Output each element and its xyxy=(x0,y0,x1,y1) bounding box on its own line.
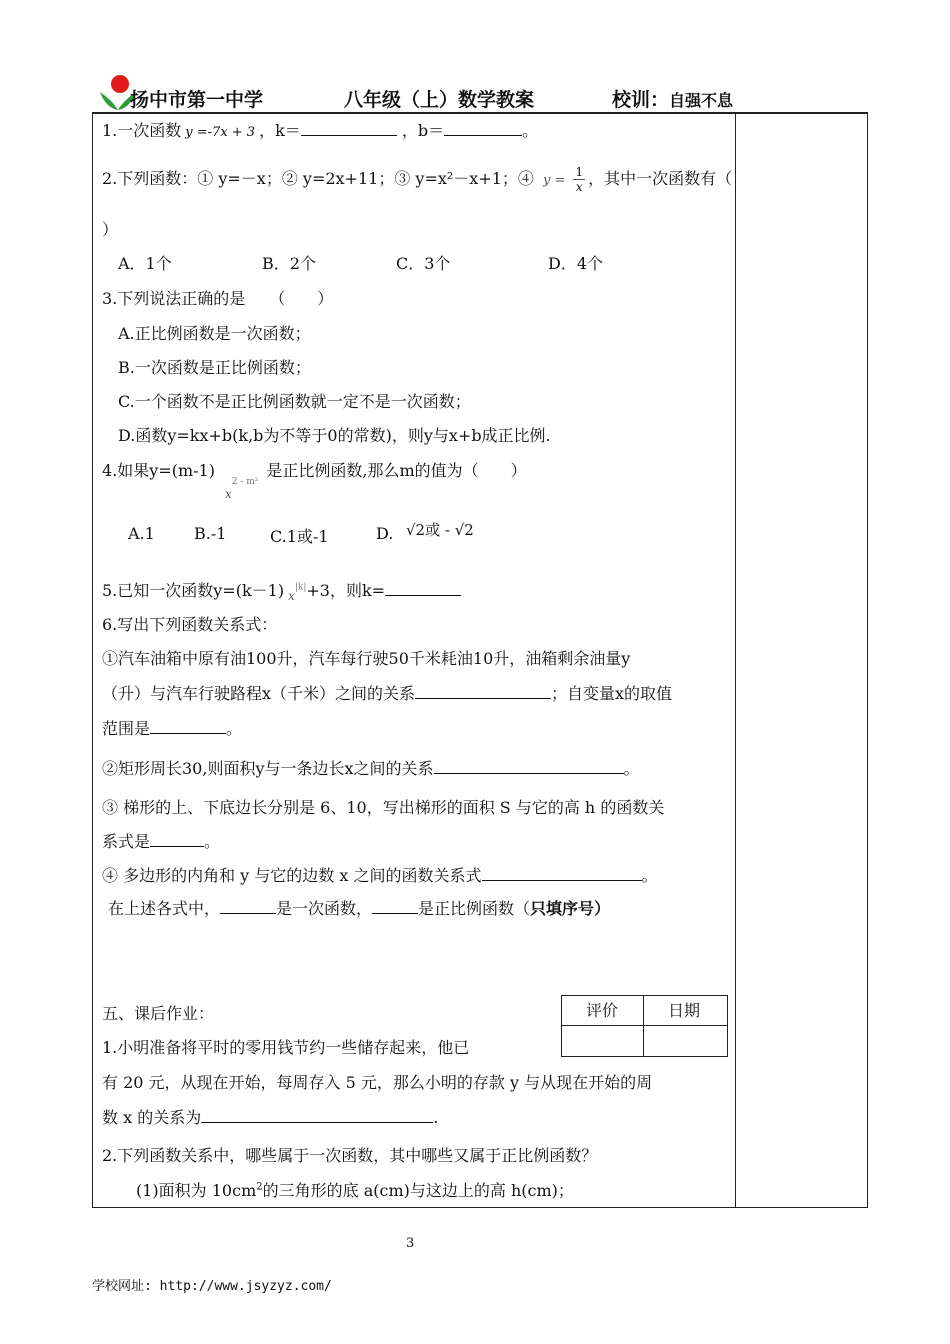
q2-option-a: A．1个 xyxy=(118,254,172,273)
question-5: 5.已知一次函数y=(k－1) $_x^{|k|}$+3，则k= xyxy=(102,578,461,601)
q3-option-d: D.函数y=kx+b(k,b为不等于0的常数)，则y与x+b成正比例. xyxy=(118,426,551,445)
page-number: 3 xyxy=(406,1236,415,1251)
date-header: 日期 xyxy=(668,1001,701,1020)
q6-line-5: ③ 梯形的上、下底边长分别是 6、10，写出梯形的面积 S 与它的高 h 的函数关 xyxy=(102,798,665,817)
q6-line-2: （升）与汽车行驶路程x（千米）之间的关系 ；自变量x的取值 xyxy=(102,684,673,703)
q6-line-4: ②矩形周长30,则面积y与一条边长x之间的关系 。 xyxy=(102,759,640,778)
answer-blank[interactable] xyxy=(482,864,642,881)
q3-option-c: C.一个函数不是正比例函数就一定不是一次函数； xyxy=(118,392,471,411)
q6-line-6: 系式是 。 xyxy=(102,832,221,851)
question-1: 1.一次函数 y =-7x + 3 ，k＝ ，b＝ 。 xyxy=(102,121,539,140)
question-2: 2.下列函数：① y=－x；② y=2x+11；③ y=x²－x+1；④ y = $\frac{1}{x}$ ，其中一次函数有（ xyxy=(102,165,733,194)
answer-blank[interactable] xyxy=(220,897,276,914)
q4-option-d: D. xyxy=(376,524,394,543)
eval-col-divider xyxy=(643,996,644,1056)
fraction: $\frac{1}{x}$ xyxy=(575,165,584,194)
hw-line-5: (1)面积为 $10cm^2$的三角形的底 a(cm)与这边上的高 h(cm)； xyxy=(136,1181,574,1200)
q6-line-8: 在上述各式中， 是一次函数， 是正比例函数（只填序号） xyxy=(108,899,611,918)
answer-blank[interactable] xyxy=(301,119,397,136)
answer-blank[interactable] xyxy=(201,1106,433,1123)
eval-header: 评价 xyxy=(586,1001,619,1020)
eval-row-divider xyxy=(562,1025,727,1026)
q3-option-a: A.正比例函数是一次函数； xyxy=(118,324,311,343)
motto xyxy=(612,85,733,112)
q6-line-3: 范围是 。 xyxy=(102,719,243,738)
q3-option-b: B.一次函数是正比例函数； xyxy=(118,358,311,377)
notes-column-divider xyxy=(735,112,736,1208)
q4-option-d-value: √2或 - √2 xyxy=(406,521,474,539)
evaluation-table xyxy=(561,995,728,1057)
hw-line-2: 有 20 元，从现在开始，每周存入 5 元，那么小明的存款 y 与从现在开始的周 xyxy=(102,1073,653,1092)
q4-option-a: A.1 xyxy=(128,524,155,543)
question-2-close: ） xyxy=(102,220,119,239)
answer-blank[interactable] xyxy=(150,717,226,734)
hw-line-4: 2.下列函数关系中，哪些属于一次函数，其中哪些又属于正比例函数？ xyxy=(102,1146,598,1165)
q2-option-c: C．3个 xyxy=(396,254,451,273)
question-4: 4.如果$y=(m-1)_x^{2 - m^2}$是正比例函数,那么m的值为（ ） xyxy=(102,461,527,501)
answer-blank[interactable] xyxy=(150,830,204,847)
q6-line-7: ④ 多边形的内角和 y 与它的边数 x 之间的函数关系式 。 xyxy=(102,866,658,885)
hw-line-1: 1.小明准备将平时的零用钱节约一些储存起来，他已 xyxy=(102,1038,470,1057)
hw-line-3: 数 x 的关系为 . xyxy=(102,1108,439,1127)
motto-label: 校训： xyxy=(612,89,670,111)
answer-blank[interactable] xyxy=(444,119,522,136)
school-name: 扬中市第一中学 xyxy=(130,89,264,111)
question-6-title: 6.写出下列函数关系式： xyxy=(102,615,278,634)
school-website: 学校网址: http://www.jsyzyz.com/ xyxy=(92,1279,332,1294)
question-3: 3.下列说法正确的是 （ ） xyxy=(102,289,334,308)
answer-blank[interactable] xyxy=(385,579,461,596)
q2-option-b: B．2个 xyxy=(262,254,316,273)
formula: y =-7x + 3 xyxy=(185,125,256,140)
section-5-title: 五、课后作业： xyxy=(102,1004,215,1023)
motto-text: 自强不息 xyxy=(669,91,734,110)
table-header-line xyxy=(92,112,868,114)
answer-blank[interactable] xyxy=(434,757,624,774)
q2-option-d: D．4个 xyxy=(548,254,604,273)
q6-line-1: ①汽车油箱中原有油100升，汽车每行驶50千米耗油10升，油箱剩余油量y xyxy=(102,649,631,668)
answer-blank[interactable] xyxy=(372,897,418,914)
q4-option-c: C.1或-1 xyxy=(270,527,329,546)
answer-blank[interactable] xyxy=(415,682,551,699)
course-title: 八年级（上）数学教案 xyxy=(344,89,535,111)
q4-option-b: B.-1 xyxy=(194,524,227,543)
